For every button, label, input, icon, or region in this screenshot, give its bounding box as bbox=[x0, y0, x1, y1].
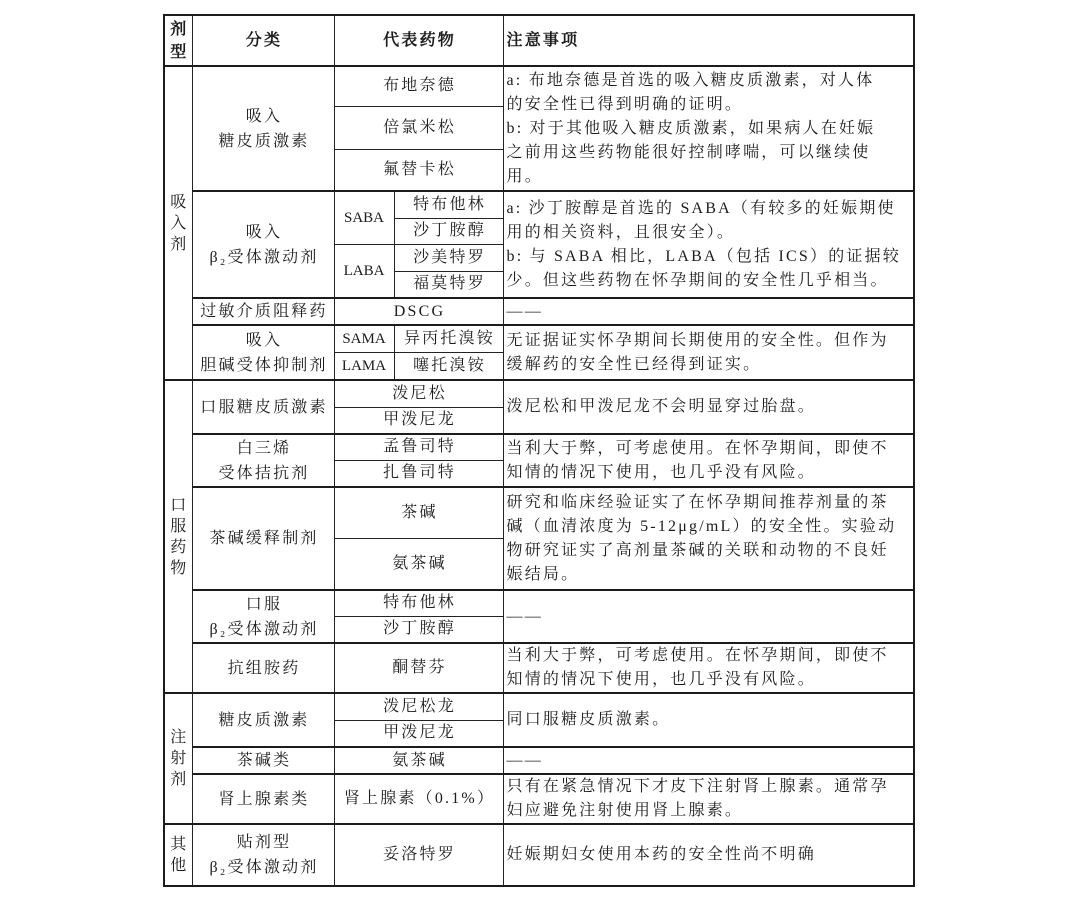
note-cell bbox=[503, 434, 914, 487]
note-line: —— bbox=[506, 607, 543, 625]
note-line: 用的相关资料，且很安全）。 bbox=[506, 223, 736, 241]
note-line: b: 对于其他吸入糖皮质激素，如果病人在妊娠 bbox=[506, 119, 876, 137]
note-line: 碱（血清浓度为 5-12μg/mL）的安全性。实验动 bbox=[506, 517, 897, 535]
category-label-cell bbox=[192, 693, 334, 747]
group-label: 其他 bbox=[170, 836, 187, 874]
note-line: 知情的情况下使用，也几乎没有风险。 bbox=[506, 463, 816, 481]
drug-cell: 氟替卡松 bbox=[334, 149, 503, 191]
drug-class-tag: SABA bbox=[334, 191, 394, 244]
category-label-cell bbox=[192, 824, 334, 886]
drug-cell: 特布他林 bbox=[394, 191, 503, 218]
category-label-line: 白三烯 bbox=[236, 439, 292, 457]
category-label-cell bbox=[192, 434, 334, 487]
note-cell bbox=[503, 643, 914, 693]
drug-class-tag: LABA bbox=[334, 244, 394, 298]
note-cell bbox=[503, 747, 914, 774]
table-row bbox=[164, 191, 914, 218]
category-label-line: 糖皮质激素 bbox=[218, 711, 310, 729]
group-label-cell bbox=[164, 66, 192, 380]
group-label-cell bbox=[164, 693, 192, 824]
drug-cell: 异丙托溴铵 bbox=[394, 325, 503, 352]
note-line: 当利大于弊，可考虑使用。在怀孕期间，即使不 bbox=[506, 439, 889, 457]
note-cell bbox=[503, 325, 914, 380]
note-line: 娠结局。 bbox=[506, 565, 580, 583]
category-label-cell bbox=[192, 747, 334, 774]
note-line: 缓解药的安全性已经得到证实。 bbox=[506, 355, 762, 373]
note-line: 用。 bbox=[506, 167, 543, 185]
note-line: 的安全性已得到明确的证明。 bbox=[506, 95, 744, 113]
table-row bbox=[164, 434, 914, 460]
drug-cell: 泼尼松 bbox=[334, 380, 503, 407]
category-label-cell bbox=[192, 487, 334, 590]
drug-cell: 酮替芬 bbox=[334, 643, 503, 693]
category-label-cell bbox=[192, 325, 334, 380]
table-row bbox=[164, 325, 914, 352]
drug-cell: 沙丁胺醇 bbox=[394, 218, 503, 244]
group-label: 口服药物 bbox=[170, 496, 187, 577]
category-label-cell bbox=[192, 380, 334, 434]
drug-class-tag: SAMA bbox=[334, 325, 394, 352]
drug-cell: 福莫特罗 bbox=[394, 271, 503, 298]
note-line: 妇应避免注射使用肾上腺素。 bbox=[506, 802, 744, 819]
drug-cell: 氨茶碱 bbox=[334, 747, 503, 774]
note-line: 少。但这些药物在怀孕期间的安全性几乎相当。 bbox=[506, 271, 889, 289]
table-row bbox=[164, 380, 914, 407]
note-line: b: 与 SABA 相比，LABA（包括 ICS）的证据较 bbox=[506, 247, 901, 265]
header-notes-cell: 注意事项 bbox=[503, 15, 914, 66]
category-label-line: 过敏介质阻释药 bbox=[200, 303, 328, 320]
header-category-cell: 分类 bbox=[192, 15, 334, 66]
category-label-line: β₂受体激动剂 bbox=[209, 859, 319, 876]
category-label-cell bbox=[192, 66, 334, 191]
table-row bbox=[164, 487, 914, 538]
drug-cell: 妥洛特罗 bbox=[334, 824, 503, 886]
drug-cell: 茶碱 bbox=[334, 487, 503, 538]
group-label: 注射剂 bbox=[170, 729, 187, 788]
category-label-cell bbox=[192, 590, 334, 643]
drug-cell: 倍氯米松 bbox=[334, 106, 503, 149]
category-label-line: 胆碱受体抑制剂 bbox=[200, 356, 328, 374]
header-drugs-cell: 代表药物 bbox=[334, 15, 503, 66]
drug-cell: 沙丁胺醇 bbox=[334, 616, 503, 643]
category-label-line: 糖皮质激素 bbox=[218, 132, 310, 150]
drug-cell: 孟鲁司特 bbox=[334, 434, 503, 460]
category-label-line: 吸入 bbox=[245, 223, 283, 241]
header-row bbox=[164, 15, 914, 66]
group-label: 吸入剂 bbox=[170, 193, 187, 253]
note-cell bbox=[503, 774, 914, 824]
category-label-line: 茶碱缓释制剂 bbox=[209, 530, 319, 547]
category-label-cell bbox=[192, 643, 334, 693]
category-label-line: β₂受体激动剂 bbox=[209, 620, 319, 638]
note-cell bbox=[503, 590, 914, 643]
category-label-line: 吸入 bbox=[245, 107, 283, 125]
drug-cell: 甲泼尼龙 bbox=[334, 720, 503, 747]
group-label-cell bbox=[164, 824, 192, 886]
note-line: 研究和临床经验证实了在怀孕期间推荐剂量的茶 bbox=[506, 493, 889, 511]
note-line: 知情的情况下使用，也几乎没有风险。 bbox=[506, 671, 816, 688]
drug-cell: 泼尼松龙 bbox=[334, 693, 503, 720]
note-cell bbox=[503, 380, 914, 434]
drug-cell: 沙美特罗 bbox=[394, 244, 503, 271]
category-label-cell bbox=[192, 774, 334, 824]
table-row bbox=[164, 824, 914, 886]
table-row bbox=[164, 747, 914, 774]
table-row bbox=[164, 643, 914, 693]
drug-cell: 氨茶碱 bbox=[334, 538, 503, 590]
drug-cell: 甲泼尼龙 bbox=[334, 407, 503, 434]
note-line: —— bbox=[506, 302, 543, 320]
table-row bbox=[164, 590, 914, 616]
note-line: 当利大于弊，可考虑使用。在怀孕期间，即使不 bbox=[506, 647, 889, 664]
category-label-line: 贴剂型 bbox=[236, 834, 292, 851]
category-label-line: β₂受体激动剂 bbox=[209, 248, 319, 266]
note-line: a: 沙丁胺醇是首选的 SABA（有较多的妊娠期使 bbox=[506, 199, 896, 217]
asthma-medication-pregnancy-table bbox=[163, 14, 915, 887]
note-line: 妊娠期妇女使用本药的安全性尚不明确 bbox=[506, 846, 816, 863]
note-cell bbox=[503, 487, 914, 590]
note-line: 物研究证实了高剂量茶碱的关联和动物的不良妊 bbox=[506, 541, 889, 559]
note-line: 泼尼松和甲泼尼龙不会明显穿过胎盘。 bbox=[506, 398, 816, 415]
drug-cell: 布地奈德 bbox=[334, 66, 503, 106]
table-row bbox=[164, 774, 914, 824]
table-row bbox=[164, 693, 914, 720]
category-label-line: 吸入 bbox=[245, 331, 283, 349]
drug-cell: 特布他林 bbox=[334, 590, 503, 616]
note-cell bbox=[503, 824, 914, 886]
drug-class-tag: LAMA bbox=[334, 352, 394, 380]
table-row bbox=[164, 298, 914, 325]
category-label-cell bbox=[192, 191, 334, 298]
note-cell bbox=[503, 298, 914, 325]
drug-cell: 扎鲁司特 bbox=[334, 460, 503, 487]
category-label-line: 抗组胺药 bbox=[227, 659, 301, 677]
category-label-line: 口服糖皮质激素 bbox=[200, 398, 328, 416]
category-label-line: 肾上腺素类 bbox=[218, 790, 310, 808]
drug-cell: 肾上腺素（0.1%） bbox=[334, 774, 503, 824]
category-label-line: 口服 bbox=[245, 595, 283, 613]
drug-cell: 噻托溴铵 bbox=[394, 352, 503, 380]
category-label-cell bbox=[192, 298, 334, 325]
note-line: 只有在紧急情况下才皮下注射肾上腺素。通常孕 bbox=[506, 778, 889, 795]
note-cell bbox=[503, 66, 914, 191]
note-line: 无证据证实怀孕期间长期使用的安全性。但作为 bbox=[506, 331, 889, 349]
note-line: a: 布地奈德是首选的吸入糖皮质激素，对人体 bbox=[506, 71, 875, 89]
note-line: 之前用这些药物能很好控制哮喘，可以继续使 bbox=[506, 143, 871, 161]
header-form-label: 剂型 bbox=[170, 20, 187, 61]
drug-cell: DSCG bbox=[334, 298, 503, 325]
note-line: 同口服糖皮质激素。 bbox=[506, 711, 671, 728]
note-cell bbox=[503, 191, 914, 298]
group-label-cell bbox=[164, 380, 192, 693]
note-line: —— bbox=[506, 751, 543, 769]
header-form-cell bbox=[164, 15, 192, 66]
table-row bbox=[164, 66, 914, 106]
category-label-line: 茶碱类 bbox=[236, 752, 292, 769]
note-cell bbox=[503, 693, 914, 747]
category-label-line: 受体拮抗剂 bbox=[218, 464, 310, 482]
